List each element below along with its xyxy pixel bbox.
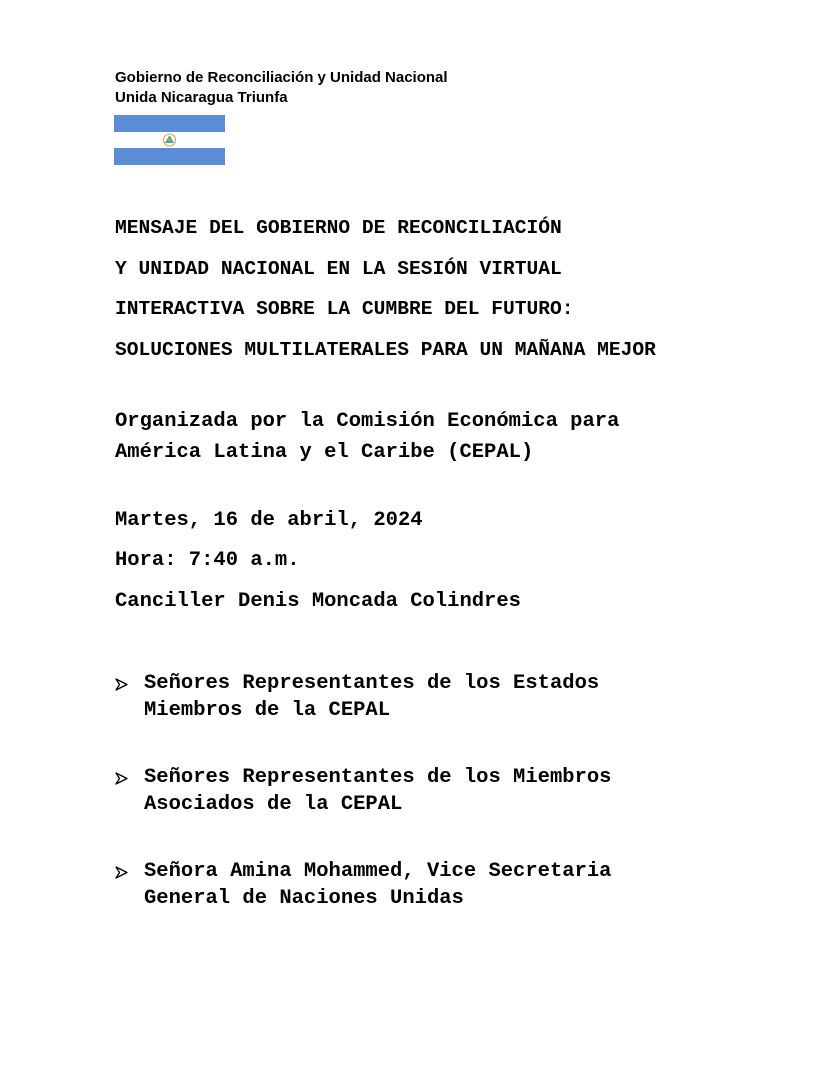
arrowhead-bullet-icon xyxy=(115,678,128,691)
title-line: INTERACTIVA SOBRE LA CUMBRE DEL FUTURO: xyxy=(115,298,574,320)
message-title xyxy=(115,216,755,378)
title-line: SOLUCIONES MULTILATERALES PARA UN MAÑANA MEJOR xyxy=(115,338,656,361)
list-item-line: Señores Representantes de los Miembros xyxy=(144,766,612,789)
government-header xyxy=(115,68,448,108)
salutation-list xyxy=(115,670,755,912)
list-item-line: General de Naciones Unidas xyxy=(144,887,464,910)
header-line-motto: Unida Nicaragua Triunfa xyxy=(115,89,288,106)
list-item-line: Asociados de la CEPAL xyxy=(144,793,403,816)
arrowhead-bullet-icon xyxy=(115,866,128,879)
title-line: Y UNIDAD NACIONAL EN LA SESIÓN VIRTUAL xyxy=(115,257,562,280)
organizer-line: Organizada por la Comisión Económica para xyxy=(115,410,620,433)
organizer-statement xyxy=(115,406,755,468)
list-item-line: Miembros de la CEPAL xyxy=(144,699,391,722)
list-item-line: Señora Amina Mohammed, Vice Secretaria xyxy=(144,860,612,883)
flag-top-band xyxy=(114,115,225,132)
header-line-government: Gobierno de Reconciliación y Unidad Nacional xyxy=(115,69,448,86)
organizer-line: América Latina y el Caribe (CEPAL) xyxy=(115,441,534,464)
title-line: MENSAJE DEL GOBIERNO DE RECONCILIACIÓN xyxy=(115,217,562,239)
nicaragua-flag xyxy=(114,115,225,165)
list-item-line: Señores Representantes de los Estados xyxy=(144,672,600,695)
list-item xyxy=(115,858,755,912)
speaker-name: Canciller Denis Moncada Colindres xyxy=(115,589,521,613)
event-time: Hora: 7:40 a.m. xyxy=(115,549,300,573)
event-details xyxy=(115,508,521,629)
flag-bottom-band xyxy=(114,148,225,165)
arrowhead-bullet-icon xyxy=(115,772,128,785)
coat-of-arms-icon xyxy=(162,132,177,148)
event-date: Martes, 16 de abril, 2024 xyxy=(115,509,423,532)
list-item xyxy=(115,670,755,724)
list-item xyxy=(115,764,755,818)
